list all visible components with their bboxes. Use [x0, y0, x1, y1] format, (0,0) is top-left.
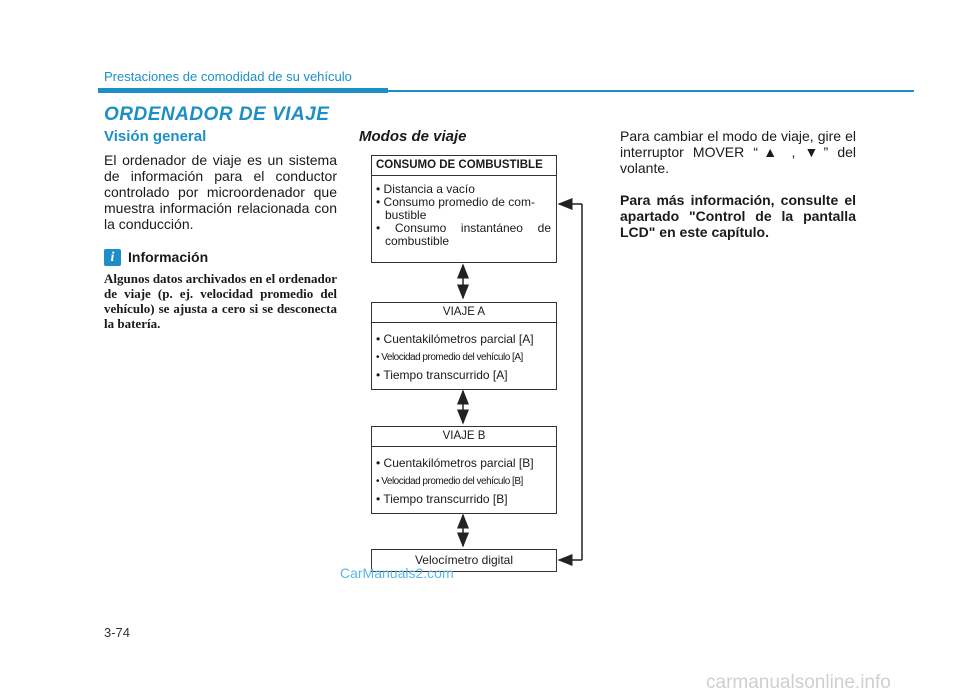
vision-text: El ordenador de viaje es un sistema de información para el conductor controlado por microordenador que muestra información relacionada con la conducción. [104, 152, 337, 232]
viaje-a-item: • Velocidad promedio del vehículo [A] [376, 352, 523, 363]
viaje-a-title: VIAJE A [372, 303, 556, 323]
vision-heading: Visión general [104, 128, 207, 145]
consumo-item: • Consumo instantáneo de combustible [376, 221, 551, 248]
info-title: Información [128, 249, 209, 265]
footer-watermark: carmanualsonline.info [706, 672, 891, 693]
page-title: ORDENADOR DE VIAJE [104, 104, 330, 125]
viaje-b-item: • Cuentakilómetros parcial [B] [376, 456, 534, 470]
page-number: 3-74 [104, 625, 131, 640]
info-icon: i [104, 249, 121, 266]
change-mode-text: Para cambiar el modo de viaje, gire el interruptor MOVER “▲ , ▼” del volante. [620, 128, 856, 176]
modos-heading: Modos de viaje [359, 128, 467, 145]
watermark: CarManuals2.com [340, 565, 454, 581]
consumo-item: • Distancia a vacío [376, 182, 475, 196]
more-info-text: Para más información, consulte el apartado "Control de la pantalla LCD" en este capítulo. [620, 192, 856, 240]
viaje-b-title: VIAJE B [372, 427, 556, 447]
consumo-item: • Consumo promedio de com- bustible [376, 195, 535, 222]
section-title: Prestaciones de comodidad de su vehículo [104, 69, 352, 84]
viaje-a-item: • Cuentakilómetros parcial [A] [376, 332, 534, 346]
info-text: Algunos datos archivados en el ordenador de viaje (p. ej. velocidad promedio del vehículo) se ajusta a cero si se desconecta la batería. [104, 271, 337, 331]
viaje-b-item: • Tiempo transcurrido [B] [376, 492, 508, 506]
viaje-b-item: • Velocidad promedio del vehículo [B] [376, 476, 523, 487]
consumo-title: CONSUMO DE COMBUSTIBLE [372, 156, 556, 176]
velocimetro-box: Velocímetro digital [371, 549, 557, 572]
viaje-a-item: • Tiempo transcurrido [A] [376, 368, 508, 382]
